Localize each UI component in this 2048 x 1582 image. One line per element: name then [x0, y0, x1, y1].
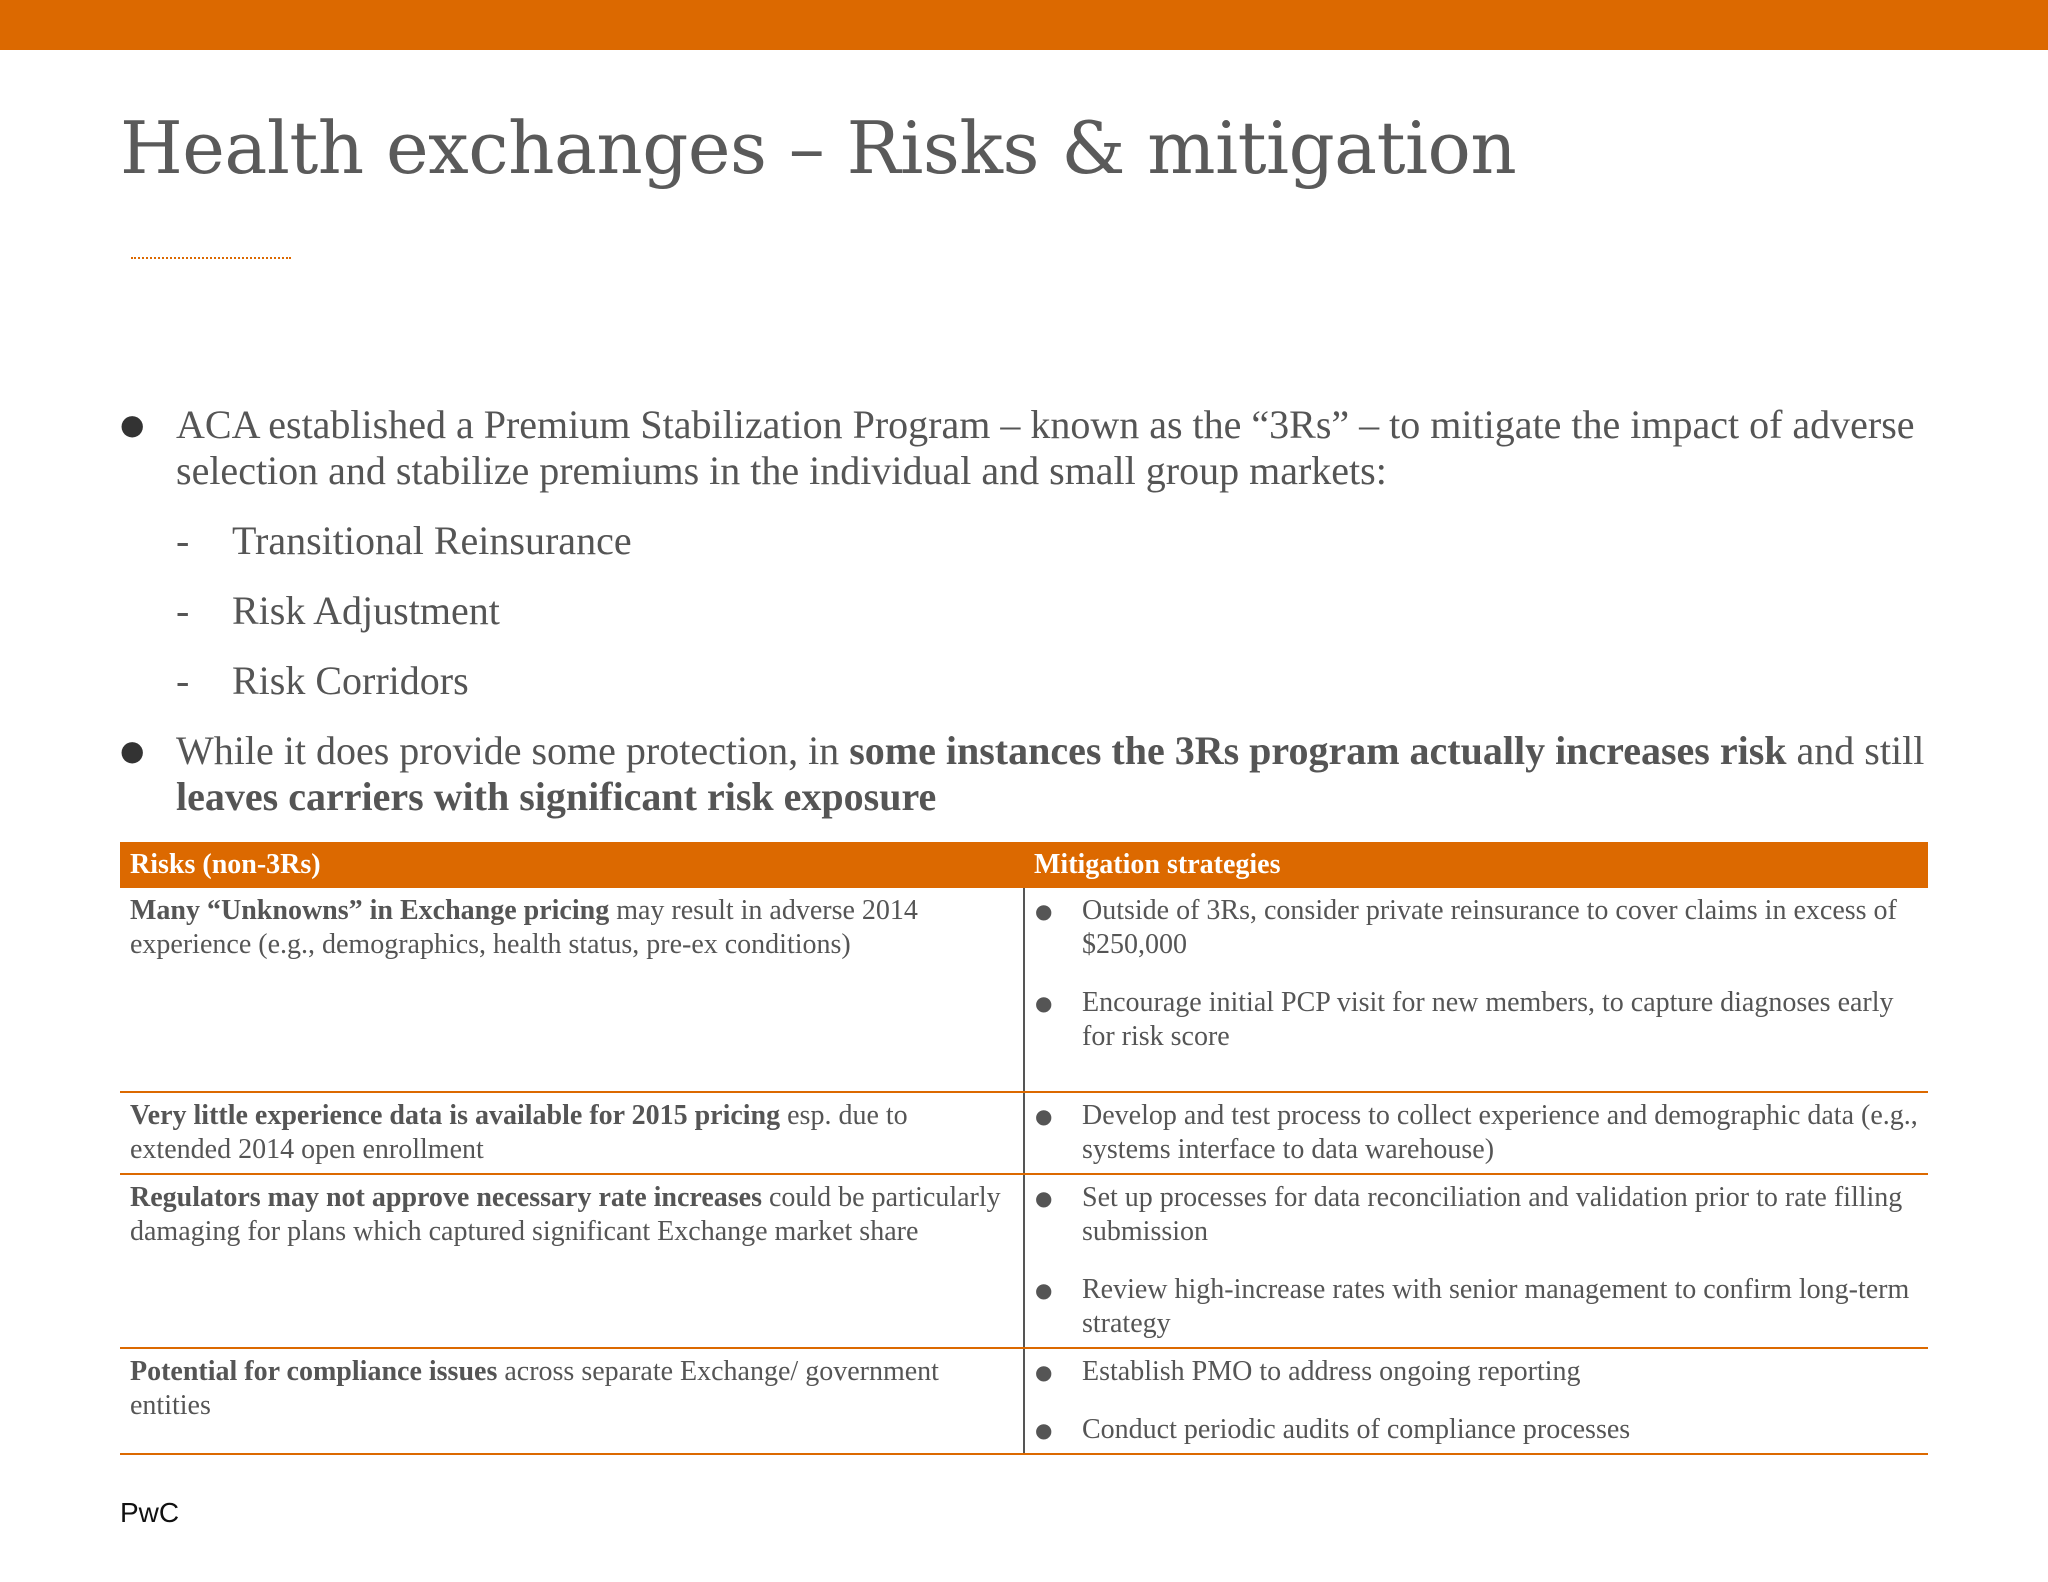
mitigation-text: Review high-increase rates with senior management to confirm long-term strategy [1082, 1274, 1910, 1339]
mitigation-cell [1024, 1174, 1928, 1348]
risk-cell [120, 1348, 1024, 1454]
bullet-icon: ● [1035, 1186, 1053, 1210]
mitigation-cell [1024, 1348, 1928, 1454]
bullet-text: ACA established a Premium Stabilization Program – known as the “3Rs” – to mitigate the impact of adverse selection and stabilize premiums in the individual and small group markets: [176, 402, 1915, 493]
table-row [120, 1348, 1928, 1454]
mitigation-text: Encourage initial PCP visit for new members, to capture diagnoses early for risk score [1082, 987, 1894, 1052]
risk-bold-text: Potential for compliance issues [130, 1356, 498, 1387]
mitigation-text: Set up processes for data reconciliation and validation prior to rate filling submission [1082, 1182, 1903, 1247]
risk-cell [120, 1174, 1024, 1348]
table-row [120, 1174, 1928, 1348]
table-header-row [120, 842, 1928, 888]
column-header-mitigation: Mitigation strategies [1024, 842, 1928, 888]
bullet-icon: ● [1035, 899, 1053, 923]
bullet-text-part: and still [1786, 728, 1925, 773]
risk-cell [120, 1092, 1024, 1174]
sub-item-risk-adjustment [120, 588, 1950, 634]
list-item [1035, 1099, 1918, 1167]
dash-icon: - [176, 588, 190, 633]
table-row [120, 888, 1928, 1092]
intro-bullet-premium-program [120, 402, 1950, 494]
list-item [1035, 986, 1918, 1054]
mitigation-cell [1024, 888, 1928, 1092]
risk-bold-text: Very little experience data is available for 2015 pricing [130, 1100, 781, 1131]
bullet-icon: ● [120, 734, 145, 767]
list-item [1035, 1273, 1918, 1341]
mitigation-text: Conduct periodic audits of compliance processes [1082, 1414, 1631, 1445]
bullet-icon: ● [120, 408, 145, 441]
sub-item-risk-corridors [120, 658, 1950, 704]
list-item [1035, 1181, 1918, 1249]
risk-mitigation-table [120, 842, 1928, 1455]
title-underline [131, 257, 291, 259]
bullet-text-part: While it does provide some protection, in [176, 728, 850, 773]
mitigation-text: Outside of 3Rs, consider private reinsurance to cover claims in excess of $250,000 [1082, 895, 1897, 960]
bullet-bold-text: some instances the 3Rs program actually increases risk [849, 728, 1787, 773]
risk-bold-text: Regulators may not approve necessary rate increases [130, 1182, 762, 1213]
table-row [120, 1092, 1928, 1174]
sub-item-label: Transitional Reinsurance [232, 518, 632, 563]
mitigation-text: Establish PMO to address ongoing reporting [1082, 1356, 1581, 1387]
top-accent-bar [0, 0, 2048, 50]
sub-item-transitional-reinsurance [120, 518, 1950, 564]
bullet-icon: ● [1035, 1104, 1053, 1128]
column-header-risks: Risks (non-3Rs) [120, 842, 1024, 888]
bullet-icon: ● [1035, 1418, 1053, 1442]
mitigation-cell [1024, 1092, 1928, 1174]
slide-title: Health exchanges – Risks & mitigation [120, 106, 1517, 190]
intro-bullet-protection [120, 728, 1950, 820]
list-item [1035, 894, 1918, 962]
risk-text: across separate Exchange/ government entities [130, 1356, 939, 1421]
bullet-bold-text: leaves carriers with significant risk exposure [176, 774, 937, 819]
mitigation-text: Develop and test process to collect experience and demographic data (e.g., systems interface to data warehouse) [1082, 1100, 1918, 1165]
dash-icon: - [176, 518, 190, 563]
risk-text: could be particularly damaging for plans which captured significant Exchange market share [130, 1182, 1001, 1247]
list-item [1035, 1413, 1918, 1447]
bullet-icon: ● [1035, 1278, 1053, 1302]
risk-bold-text: Many “Unknowns” in Exchange pricing [130, 895, 610, 926]
risk-cell [120, 888, 1024, 1092]
bullet-icon: ● [1035, 991, 1053, 1015]
list-item [1035, 1355, 1918, 1389]
bullet-icon: ● [1035, 1360, 1053, 1384]
dash-icon: - [176, 658, 190, 703]
sub-item-label: Risk Adjustment [232, 588, 500, 633]
sub-item-label: Risk Corridors [232, 658, 469, 703]
risk-text: may result in adverse 2014 experience (e.g., demographics, health status, pre-ex conditions) [130, 895, 918, 960]
risk-text: esp. due to extended 2014 open enrollment [130, 1100, 908, 1165]
footer-brand: PwC [120, 1497, 180, 1528]
intro-content [120, 402, 1950, 820]
